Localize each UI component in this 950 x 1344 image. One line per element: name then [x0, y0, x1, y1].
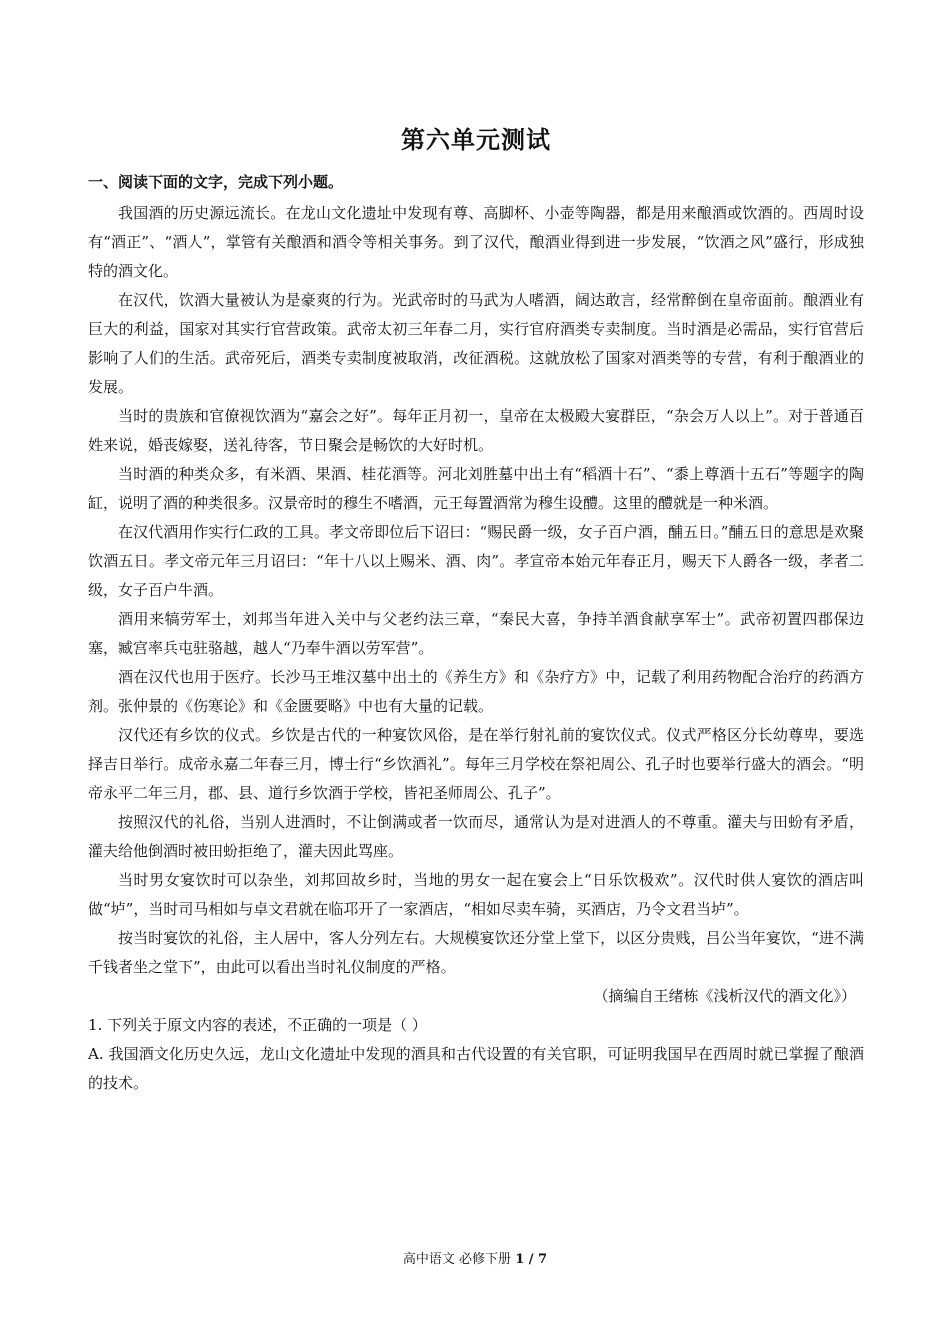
- paragraph-4: 当时酒的种类众多，有米酒、果酒、桂花酒等。河北刘胜墓中出土有“稻酒十石”、“黍上尊酒十五石”等题字的陶缸，说明了酒的种类很多。汉景帝时的穆生不嗜酒，元王每置酒常为穆生设醴。这里的醴就是一种米酒。: [88, 465, 864, 512]
- paragraph-11: 按当时宴饮的礼俗，主人居中，客人分列左右。大规模宴饮还分堂上堂下，以区分贵贱，吕公当年宴饮，“进不满千钱者坐之堂下”，由此可以看出当时礼仪制度的严格。: [88, 929, 864, 976]
- paragraph-6: 酒用来犒劳军士，刘邦当年进入关中与父老约法三章，“秦民大喜，争持羊酒食献享军士”。武帝初置四郡保边塞，臧宫率兵屯驻骆越，越人“乃奉牛酒以劳军营”。: [88, 610, 864, 657]
- footer-label: 高中语文 必修下册: [402, 1252, 512, 1267]
- document-page: [88, 120, 864, 1098]
- section-heading: 一、阅读下面的文字，完成下列小题。: [88, 173, 344, 191]
- paragraph-10: 当时男女宴饮时可以杂坐，刘邦回故乡时，当地的男女一起在宴会上“日乐饮极欢”。汉代时供人宴饮的酒店叫做“垆”，当时司马相如与卓文君就在临邛开了一家酒店，“相如尽卖车骑，买酒店，乃令文君当垆”。: [88, 871, 864, 918]
- paragraph-9: 按照汉代的礼俗，当别人进酒时，不让倒满或者一饮而尽，通常认为是对进酒人的不尊重。灌夫与田蚡有矛盾，灌夫给他倒酒时被田蚡拒绝了，灌夫因此骂座。: [88, 813, 864, 860]
- paragraph-5: 在汉代酒用作实行仁政的工具。孝文帝即位后下诏曰：“赐民爵一级，女子百户酒，酺五日。”酺五日的意思是欢聚饮酒五日。孝文帝元年三月诏曰：“年十八以上赐米、酒、肉”。孝宣帝本始元年春正月，赐天下人爵各一级，孝者二级，女子百户牛酒。: [88, 523, 864, 599]
- paragraph-2: 在汉代，饮酒大量被认为是豪爽的行为。光武帝时的马武为人嗜酒，阔达敢言，经常醉倒在皇帝面前。酿酒业有巨大的利益，国家对其实行官营政策。武帝太初三年春二月，实行官府酒类专卖制度。当时酒是必需品，实行官营后影响了人们的生活。武帝死后，酒类专卖制度被取消，改征酒税。这就放松了国家对酒类等的专营，有利于酿酒业的发展。: [88, 291, 864, 396]
- page-number: 1 / 7: [515, 1252, 548, 1267]
- question-1: 1. 下列关于原文内容的表述，不正确的一项是（ ）: [88, 1016, 427, 1034]
- source-citation: （摘编自王绪栋《浅析汉代的酒文化》）: [593, 987, 856, 1005]
- paragraph-7: 酒在汉代也用于医疗。长沙马王堆汉墓中出土的《养生方》和《杂疗方》中，记载了利用药物配合治疗的药酒方剂。张仲景的《伤寒论》和《金匮要略》中也有大量的记载。: [88, 668, 864, 715]
- option-a: A. 我国酒文化历史久远，龙山文化遗址中发现的酒具和古代设置的有关官职，可证明我国早在西周时就已掌握了酿酒的技术。: [88, 1045, 864, 1092]
- page-footer: [0, 1248, 950, 1267]
- paragraph-3: 当时的贵族和官僚视饮酒为“嘉会之好”。每年正月初一，皇帝在太极殿大宴群臣，“杂会万人以上”。对于普通百姓来说，婚丧嫁娶，送礼待客，节日聚会是畅饮的大好时机。: [88, 407, 864, 454]
- paragraph-8: 汉代还有乡饮的仪式。乡饮是古代的一种宴饮风俗，是在举行射礼前的宴饮仪式。仪式严格区分长幼尊卑，要选择吉日举行。成帝永嘉二年春三月，博士行“乡饮酒礼”。每年三月学校在祭祀周公、孔子时也要举行盛大的酒会。“明帝永平二年三月，郡、县、道行乡饮酒于学校，皆祀圣师周公、孔子”。: [88, 726, 864, 802]
- paragraph-1: 我国酒的历史源远流长。在龙山文化遗址中发现有尊、高脚杯、小壶等陶器，都是用来酿酒或饮酒的。西周时设有“酒正”、“酒人”，掌管有关酿酒和酒令等相关事务。到了汉代，酿酒业得到进一步发展，“饮酒之风”盛行，形成独特的酒文化。: [88, 204, 864, 280]
- page-title: 第六单元测试: [401, 125, 551, 154]
